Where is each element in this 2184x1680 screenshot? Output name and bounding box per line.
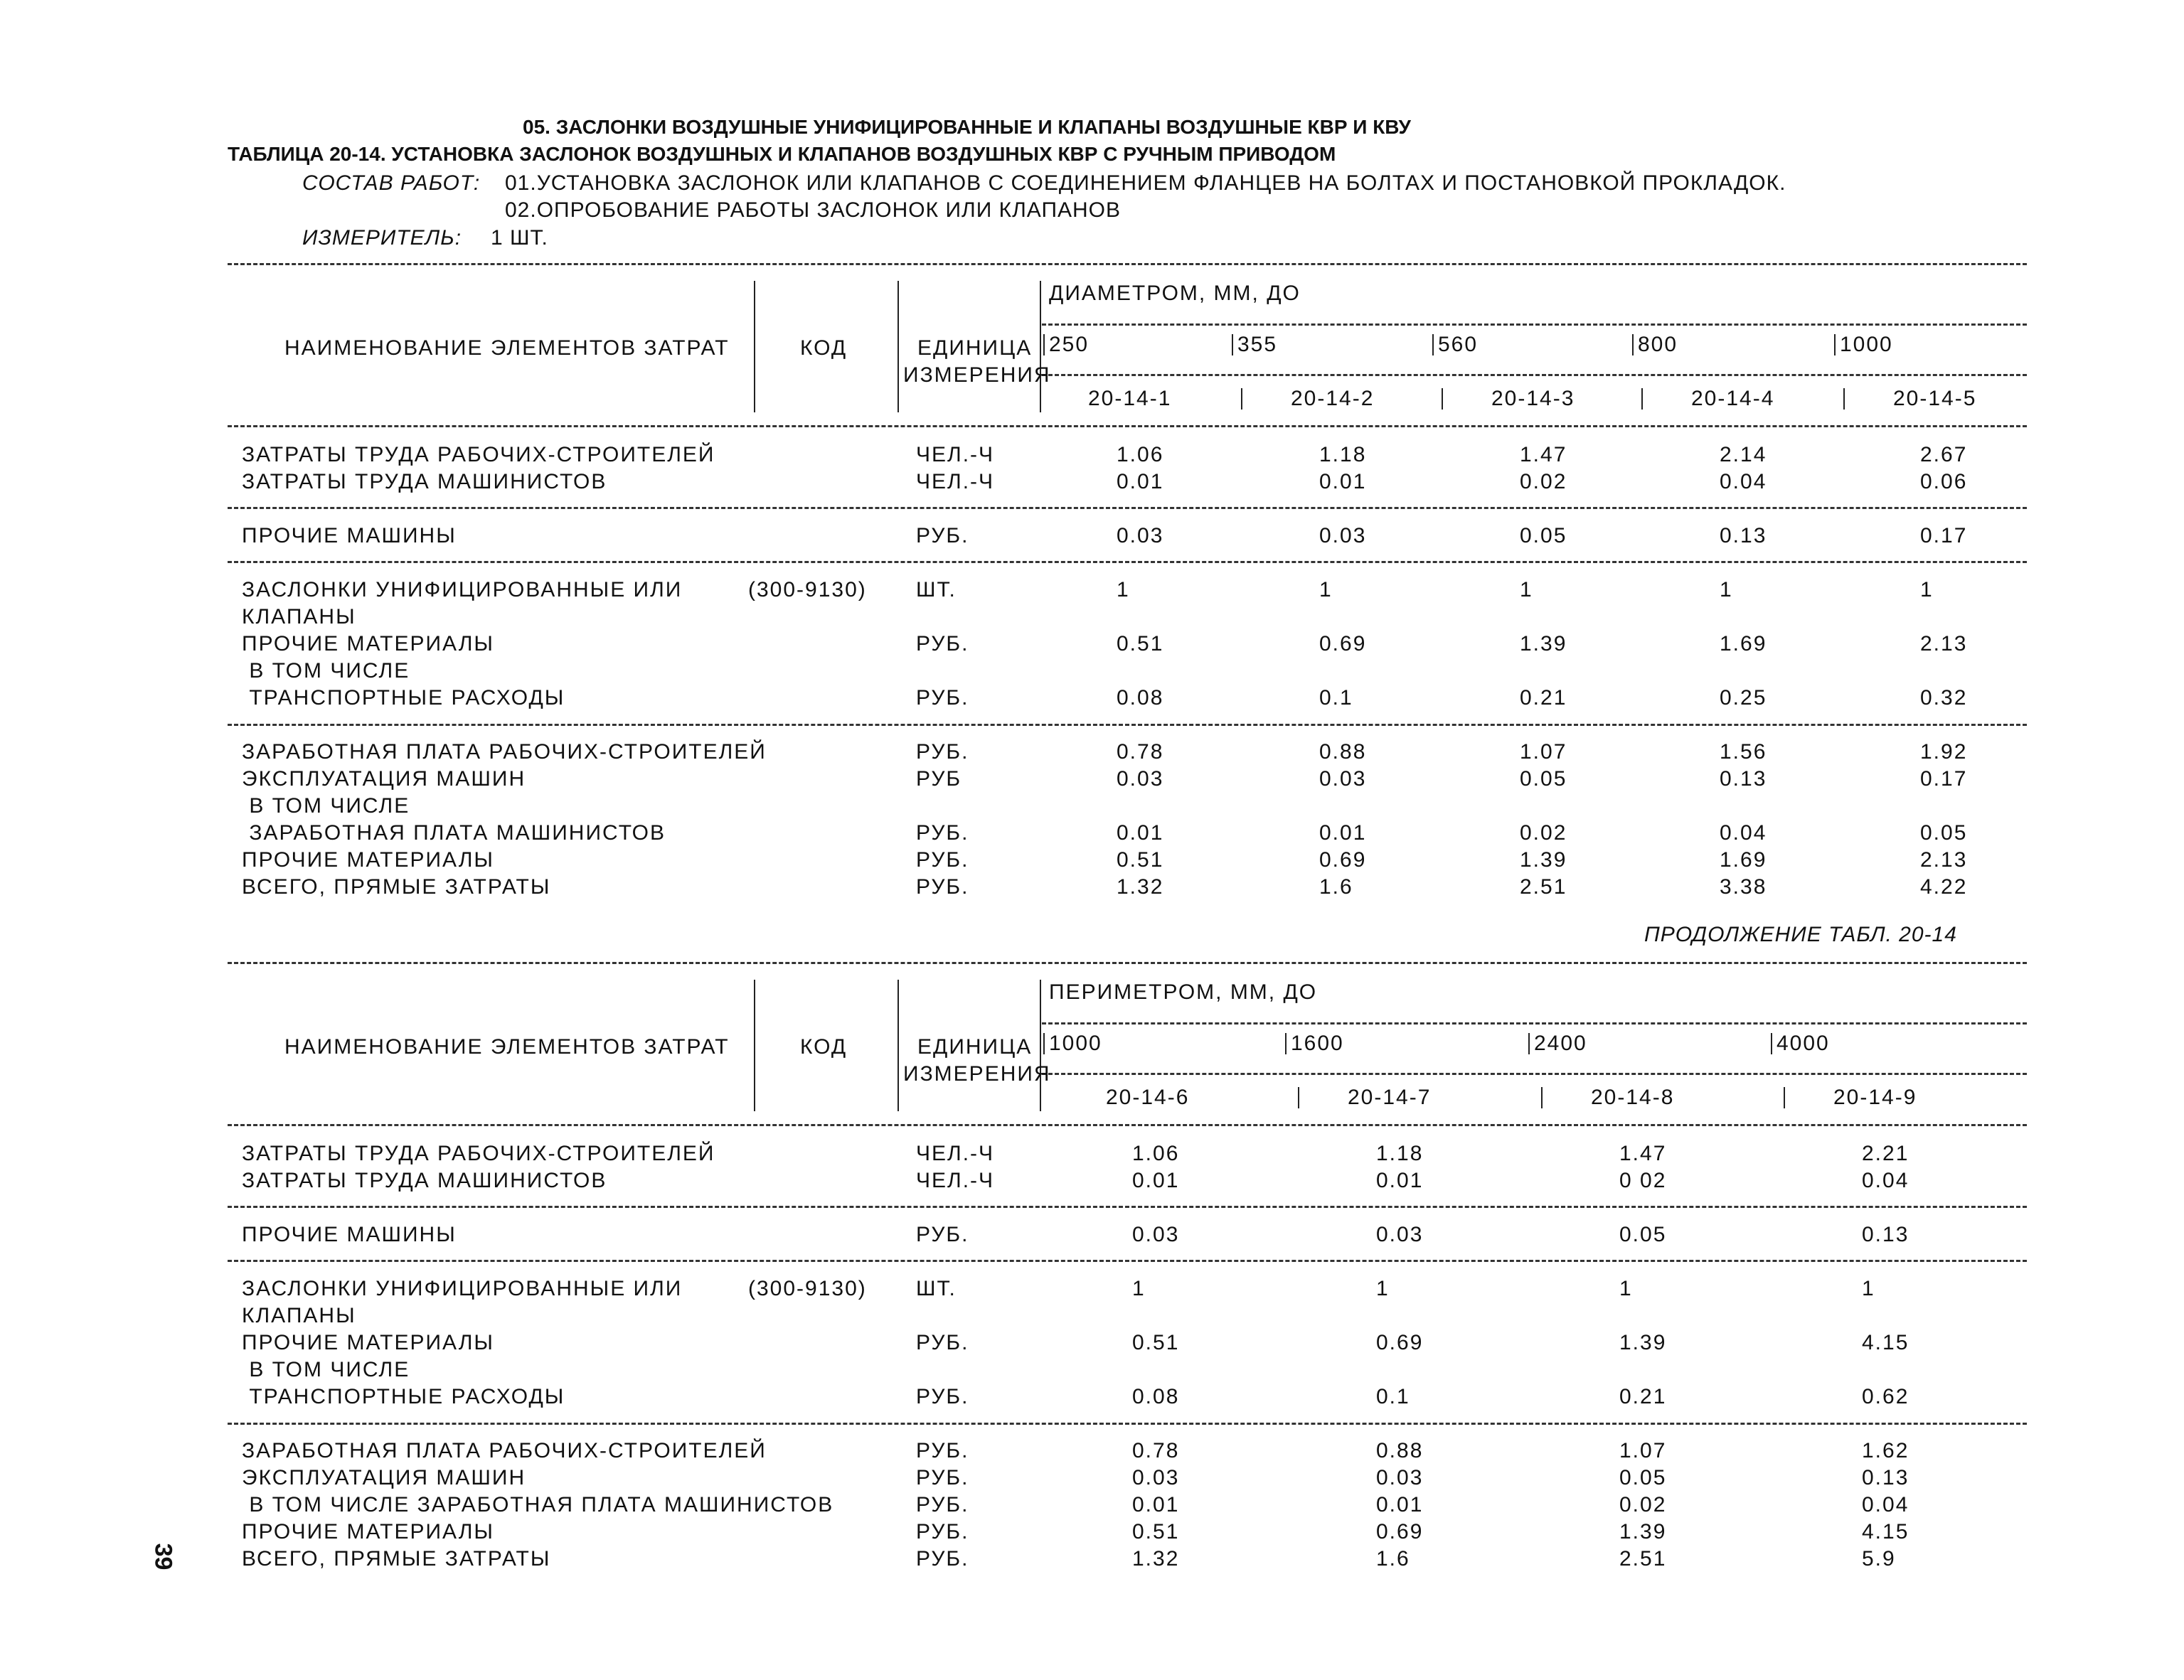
row-name: ЗАРАБОТНАЯ ПЛАТА МАШИНИСТОВ [242,821,666,845]
row-value: 0.13 [1720,524,1767,547]
row-value: 0.08 [1132,1385,1180,1408]
size-label: 560 [1438,333,1479,356]
row-value: 0.13 [1720,767,1767,791]
row-value: 1.06 [1132,1142,1180,1165]
row-name: ВСЕГО, ПРЯМЫЕ ЗАТРАТЫ [242,1547,551,1571]
row-value: 0.51 [1117,848,1164,872]
rate-code: 20-14-4 [1691,387,1775,410]
row-name: ПРОЧИЕ МАТЕРИАЛЫ [242,1331,494,1354]
rule [1042,1022,2027,1024]
column-separator [897,980,899,1111]
col-header-unit-2: ИЗМЕРЕНИЯ [903,1062,1051,1086]
rate-code: 20-14-3 [1491,387,1575,410]
row-name: ПРОЧИЕ МАТЕРИАЛЫ [242,848,494,872]
rate-code: 20-14-5 [1893,387,1977,410]
row-unit: РУБ. [916,1331,969,1354]
rule [228,1206,2027,1208]
column-separator [754,281,755,412]
row-value: 0.51 [1132,1331,1180,1354]
row-code: (300-9130) [748,1277,867,1300]
row-unit: РУБ. [916,875,969,899]
section-title: 05. ЗАСЛОНКИ ВОЗДУШНЫЕ УНИФИЦИРОВАННЫЕ И КЛАПАНЫ ВОЗДУШНЫЕ КВР И КВУ [523,116,1411,138]
row-name: ЗАСЛОНКИ УНИФИЦИРОВАННЫЕ ИЛИ [242,1277,683,1300]
rule [228,1423,2027,1425]
rule [228,425,2027,427]
row-value: 0.69 [1376,1520,1424,1543]
row-value: 2.13 [1920,848,1968,872]
row-unit: РУБ. [916,1385,969,1408]
row-value: 1.07 [1520,740,1567,764]
row-unit: РУБ. [916,848,969,872]
rule [1042,1073,2027,1075]
rule [228,507,2027,509]
row-value: 0.1 [1319,686,1353,710]
row-value: 0.01 [1117,821,1164,845]
row-value: 0.03 [1319,767,1367,791]
column-separator [897,281,899,412]
row-value: 2.13 [1920,632,1968,656]
row-unit: РУБ. [916,632,969,656]
table-title: ТАБЛИЦА 20-14. УСТАНОВКА ЗАСЛОНОК ВОЗДУШНЫХ И КЛАПАНОВ ВОЗДУШНЫХ КВР С РУЧНЫМ ПРИВОДОМ [228,143,1336,165]
row-unit: ЧЕЛ.-Ч [916,443,995,466]
row-unit: РУБ [916,767,962,791]
row-value: 0.21 [1520,686,1567,710]
row-value: 1.39 [1520,632,1567,656]
column-separator [1298,1087,1299,1108]
row-value: 1.32 [1132,1547,1180,1571]
row-value: 0.1 [1376,1385,1410,1408]
row-value: 1 [1132,1277,1146,1300]
row-value: 1 [1117,578,1130,601]
row-value: 3.38 [1720,875,1767,899]
row-name: ЭКСПЛУАТАЦИЯ МАШИН [242,1466,526,1489]
row-value: 1 [1720,578,1733,601]
row-value: 0.03 [1132,1466,1180,1489]
row-unit: ШТ. [916,1277,957,1300]
row-value: 4.15 [1862,1331,1909,1354]
row-value: 2.51 [1619,1547,1667,1571]
column-separator [1442,388,1443,410]
row-value: 0.04 [1720,821,1767,845]
row-value: 1.69 [1720,632,1767,656]
column-separator [1834,334,1836,355]
row-name: ВСЕГО, ПРЯМЫЕ ЗАТРАТЫ [242,875,551,899]
row-value: 0.69 [1319,632,1367,656]
row-name: ЗАРАБОТНАЯ ПЛАТА РАБОЧИХ-СТРОИТЕЛЕЙ [242,1439,767,1462]
rate-code: 20-14-2 [1291,387,1375,410]
row-value: 0.01 [1117,470,1164,493]
row-value: 1 [1376,1277,1390,1300]
rule [228,561,2027,563]
row-value: 0.88 [1319,740,1367,764]
row-value: 0.01 [1376,1169,1424,1192]
row-name: ЗАТРАТЫ ТРУДА МАШИНИСТОВ [242,1169,607,1192]
row-value: 0.69 [1376,1331,1424,1354]
column-separator [1043,334,1045,355]
row-value: 0.01 [1132,1493,1180,1516]
row-unit: РУБ. [916,1466,969,1489]
column-separator [1232,334,1233,355]
row-value: 0.01 [1376,1493,1424,1516]
rule [228,724,2027,726]
row-value: 1 [1920,578,1934,601]
row-value: 1 [1520,578,1533,601]
row-value: 0.03 [1376,1466,1424,1489]
row-name: ПРОЧИЕ МАТЕРИАЛЫ [242,632,494,656]
row-name: КЛАПАНЫ [242,605,356,628]
row-value: 1.6 [1376,1547,1410,1571]
column-separator [1040,980,1041,1111]
row-value: 0.32 [1920,686,1968,710]
measure-label: ИЗМЕРИТЕЛЬ: [302,226,462,250]
size-label: 1000 [1049,1032,1102,1055]
column-separator [1241,388,1242,410]
row-value: 0.69 [1319,848,1367,872]
work-item-2: 02.ОПРОБОВАНИЕ РАБОТЫ ЗАСЛОНОК ИЛИ КЛАПАНОВ [505,198,1122,222]
col-header-name: НАИМЕНОВАНИЕ ЭЛЕМЕНТОВ ЗАТРАТ [284,336,730,360]
rate-code: 20-14-1 [1088,387,1172,410]
rule [228,962,2027,964]
row-value: 0 02 [1619,1169,1667,1192]
row-value: 0.05 [1520,767,1567,791]
rule [228,263,2027,265]
row-value: 0.02 [1520,821,1567,845]
rate-code: 20-14-7 [1348,1086,1432,1109]
row-unit: РУБ. [916,686,969,710]
group-header: ДИАМЕТРОМ, ММ, ДО [1049,282,1301,305]
size-label: 800 [1638,333,1678,356]
row-value: 1.39 [1520,848,1567,872]
row-value: 0.51 [1117,632,1164,656]
row-value: 1 [1862,1277,1875,1300]
col-header-name: НАИМЕНОВАНИЕ ЭЛЕМЕНТОВ ЗАТРАТ [284,1035,730,1059]
row-value: 0.06 [1920,470,1968,493]
column-separator [754,980,755,1111]
row-name: ЭКСПЛУАТАЦИЯ МАШИН [242,767,526,791]
row-unit: РУБ. [916,1493,969,1516]
size-label: 250 [1049,333,1090,356]
work-composition-label: СОСТАВ РАБОТ: [302,171,481,195]
row-value: 1.39 [1619,1331,1667,1354]
row-value: 4.22 [1920,875,1968,899]
row-value: 1.39 [1619,1520,1667,1543]
rule [1042,374,2027,376]
column-separator [1285,1033,1287,1054]
row-unit: ШТ. [916,578,957,601]
column-separator [1432,334,1434,355]
col-header-unit-2: ИЗМЕРЕНИЯ [903,363,1051,387]
row-value: 2.14 [1720,443,1767,466]
row-value: 0.03 [1376,1223,1424,1246]
row-value: 2.21 [1862,1142,1909,1165]
row-value: 0.03 [1319,524,1367,547]
row-value: 0.05 [1619,1466,1667,1489]
row-value: 1.56 [1720,740,1767,764]
row-value: 0.13 [1862,1223,1909,1246]
row-unit: РУБ. [916,740,969,764]
col-header-unit: ЕДИНИЦА [917,336,1033,360]
row-name: В ТОМ ЧИСЛЕ [242,1358,410,1381]
row-name: ТРАНСПОРТНЫЕ РАСХОДЫ [242,686,565,710]
row-name: ТРАНСПОРТНЫЕ РАСХОДЫ [242,1385,565,1408]
size-label: 1600 [1291,1032,1344,1055]
row-value: 2.51 [1520,875,1567,899]
rate-code: 20-14-8 [1591,1086,1675,1109]
row-value: 1 [1319,578,1333,601]
row-value: 0.88 [1376,1439,1424,1462]
row-name: ЗАТРАТЫ ТРУДА РАБОЧИХ-СТРОИТЕЛЕЙ [242,443,715,466]
row-value: 0.17 [1920,767,1968,791]
row-value: 0.04 [1720,470,1767,493]
size-label: 4000 [1777,1032,1830,1055]
row-value: 0.03 [1117,524,1164,547]
row-value: 1.92 [1920,740,1968,764]
column-separator [1641,388,1643,410]
row-value: 0.05 [1619,1223,1667,1246]
page-number: 39 [149,1543,177,1571]
column-separator [1040,281,1041,412]
column-separator [1528,1033,1530,1054]
row-value: 1.47 [1619,1142,1667,1165]
row-unit: РУБ. [916,1439,969,1462]
size-label: 1000 [1840,333,1893,356]
row-unit: ЧЕЛ.-Ч [916,1169,995,1192]
row-value: 0.78 [1117,740,1164,764]
row-value: 1.18 [1319,443,1367,466]
row-unit: ЧЕЛ.-Ч [916,470,995,493]
row-value: 0.21 [1619,1385,1667,1408]
row-value: 0.03 [1117,767,1164,791]
row-value: 1.18 [1376,1142,1424,1165]
size-label: 355 [1237,333,1278,356]
row-value: 1.69 [1720,848,1767,872]
col-header-code: КОД [800,1035,848,1059]
row-name: В ТОМ ЧИСЛЕ [242,659,410,683]
row-value: 0.05 [1520,524,1567,547]
row-name: ЗАТРАТЫ ТРУДА МАШИНИСТОВ [242,470,607,493]
row-value: 0.01 [1132,1169,1180,1192]
row-code: (300-9130) [748,578,867,601]
size-label: 2400 [1534,1032,1587,1055]
row-value: 0.03 [1132,1223,1180,1246]
row-value: 0.04 [1862,1493,1909,1516]
row-value: 0.01 [1319,470,1367,493]
row-value: 1.06 [1117,443,1164,466]
column-separator [1541,1087,1543,1108]
row-unit: РУБ. [916,1547,969,1571]
row-name: ПРОЧИЕ МАТЕРИАЛЫ [242,1520,494,1543]
row-unit: РУБ. [916,524,969,547]
row-unit: РУБ. [916,1223,969,1246]
work-item-1: 01.УСТАНОВКА ЗАСЛОНОК ИЛИ КЛАПАНОВ С СОЕДИНЕНИЕМ ФЛАНЦЕВ НА БОЛТАХ И ПОСТАНОВКОЙ ПРОКЛАДОК. [505,171,1786,195]
column-separator [1043,1033,1045,1054]
continuation-note: ПРОДОЛЖЕНИЕ ТАБЛ. 20-14 [1644,923,1957,946]
row-name: ЗАРАБОТНАЯ ПЛАТА РАБОЧИХ-СТРОИТЕЛЕЙ [242,740,767,764]
column-separator [1843,388,1845,410]
column-separator [1632,334,1634,355]
row-value: 4.15 [1862,1520,1909,1543]
rate-code: 20-14-9 [1833,1086,1917,1109]
row-value: 1.6 [1319,875,1353,899]
row-name: КЛАПАНЫ [242,1304,356,1327]
row-value: 0.51 [1132,1520,1180,1543]
row-name: ЗАТРАТЫ ТРУДА РАБОЧИХ-СТРОИТЕЛЕЙ [242,1142,715,1165]
rule [1042,323,2027,326]
column-separator [1771,1033,1772,1054]
row-value: 1.62 [1862,1439,1909,1462]
row-value: 1.07 [1619,1439,1667,1462]
measure-value: 1 ШТ. [491,226,548,250]
row-value: 1 [1619,1277,1633,1300]
row-value: 0.25 [1720,686,1767,710]
row-name: В ТОМ ЧИСЛЕ ЗАРАБОТНАЯ ПЛАТА МАШИНИСТОВ [242,1493,834,1516]
row-value: 1.47 [1520,443,1567,466]
row-value: 0.13 [1862,1466,1909,1489]
group-header: ПЕРИМЕТРОМ, ММ, ДО [1049,980,1318,1004]
row-value: 0.17 [1920,524,1968,547]
row-value: 5.9 [1862,1547,1896,1571]
row-unit: РУБ. [916,821,969,845]
row-unit: РУБ. [916,1520,969,1543]
row-value: 0.05 [1920,821,1968,845]
row-name: В ТОМ ЧИСЛЕ [242,794,410,818]
row-name: ЗАСЛОНКИ УНИФИЦИРОВАННЫЕ ИЛИ [242,578,683,601]
row-unit: ЧЕЛ.-Ч [916,1142,995,1165]
row-value: 1.32 [1117,875,1164,899]
row-value: 0.01 [1319,821,1367,845]
col-header-code: КОД [800,336,848,360]
row-value: 2.67 [1920,443,1968,466]
row-value: 0.78 [1132,1439,1180,1462]
row-name: ПРОЧИЕ МАШИНЫ [242,1223,457,1246]
row-value: 0.02 [1619,1493,1667,1516]
rule [228,1124,2027,1126]
row-value: 0.08 [1117,686,1164,710]
row-value: 0.62 [1862,1385,1909,1408]
row-value: 0.02 [1520,470,1567,493]
rule [228,1260,2027,1262]
rate-code: 20-14-6 [1106,1086,1190,1109]
col-header-unit: ЕДИНИЦА [917,1035,1033,1059]
row-value: 0.04 [1862,1169,1909,1192]
row-name: ПРОЧИЕ МАШИНЫ [242,524,457,547]
column-separator [1784,1087,1785,1108]
